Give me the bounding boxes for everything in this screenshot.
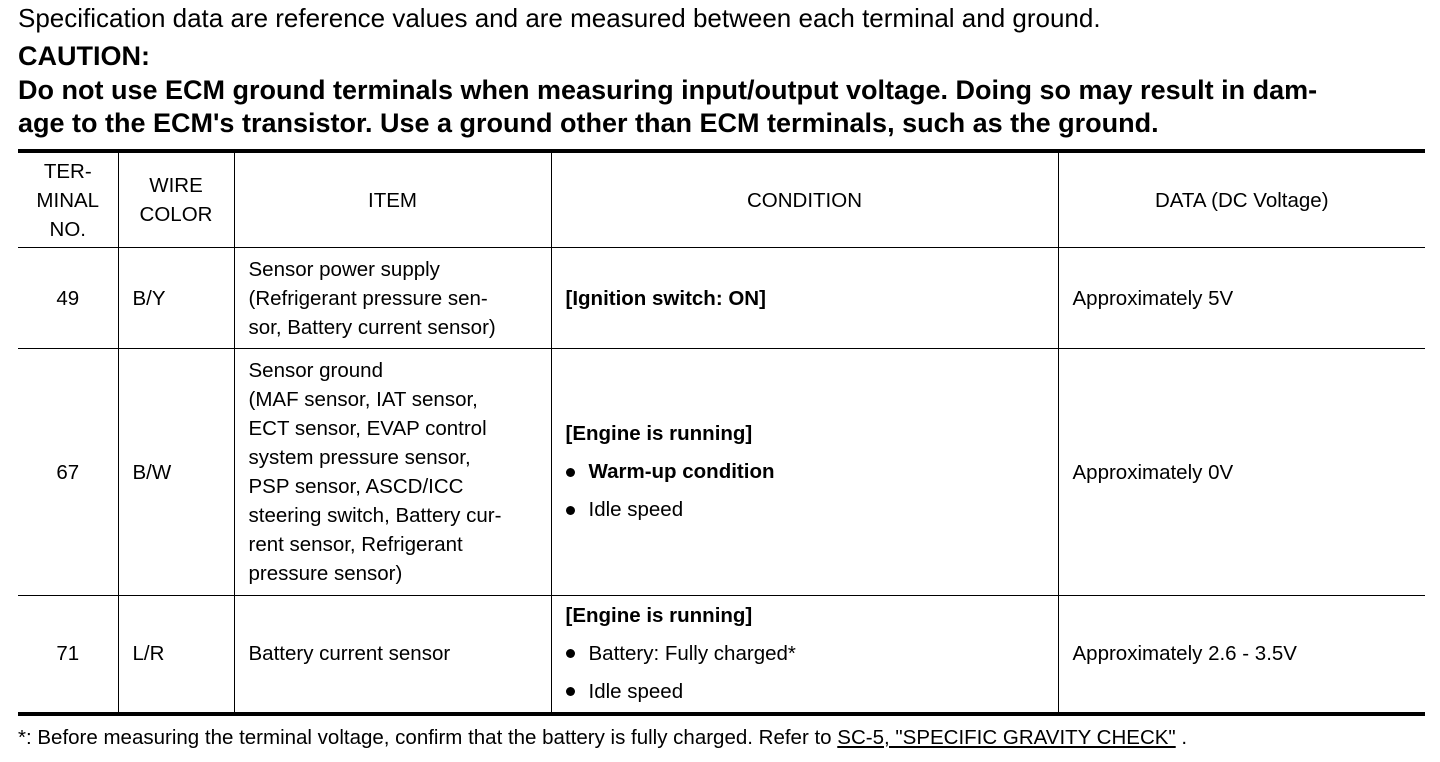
table-row <box>18 596 1425 714</box>
table-row <box>18 349 1425 596</box>
item-cell: Sensor power supply (Refrigerant pressure sen- sor, Battery current sensor) <box>234 248 551 349</box>
terminal-no-cell: 67 <box>18 349 118 596</box>
condition-bullet: Idle speed <box>566 491 1044 529</box>
caution-title: CAUTION: <box>18 41 150 71</box>
footnote-text: *: Before measuring the terminal voltage, confirm that the battery is fully charged. Refer to <box>18 726 838 749</box>
data-cell: Approximately 0V <box>1058 349 1425 596</box>
terminal-no-cell: 71 <box>18 596 118 714</box>
header-item: ITEM <box>234 151 551 248</box>
condition-cell <box>551 596 1058 714</box>
specific-gravity-check-link[interactable]: SC-5, "SPECIFIC GRAVITY CHECK" <box>837 726 1176 749</box>
condition-heading: [Engine is running] <box>565 603 753 627</box>
condition-heading: [Engine is running] <box>565 422 753 445</box>
condition-cell <box>551 248 1058 349</box>
caution-line-2: age to the ECM's transistor. Use a ground other than ECM terminals, such as the ground. <box>18 108 1159 138</box>
bullet-icon <box>566 649 575 658</box>
terminal-spec-table <box>18 149 1425 716</box>
terminal-no-cell: 49 <box>18 248 118 349</box>
data-cell: Approximately 5V <box>1058 248 1425 349</box>
condition-bullet: Warm-up condition <box>566 453 1044 491</box>
condition-bullet: Battery: Fully charged* <box>566 635 1044 673</box>
wire-color-cell: B/W <box>118 349 234 596</box>
header-data: DATA (DC Voltage) <box>1058 151 1425 248</box>
condition-cell <box>551 349 1058 596</box>
header-condition: CONDITION <box>551 151 1058 248</box>
caution-line-1: Do not use ECM ground terminals when measuring input/output voltage. Doing so may result in dam- <box>18 75 1318 105</box>
condition-bullet: Idle speed <box>566 673 1044 711</box>
item-cell: Battery current sensor <box>234 596 551 714</box>
header-wire-color: WIRE COLOR <box>118 151 234 248</box>
wire-color-cell: L/R <box>118 596 234 714</box>
footnote-end: . <box>1175 726 1188 749</box>
header-terminal-no: TER- MINAL NO. <box>18 151 118 248</box>
intro-text: Specification data are reference values and are measured between each terminal and ground. <box>18 3 1101 33</box>
item-cell: Sensor ground (MAF sensor, IAT sensor, ECT sensor, EVAP control system pressure sensor, PSP sensor, ASCD/ICC steering switch, Battery cur- rent sensor, Refrigerant pressure sensor) <box>234 349 551 596</box>
caution-text <box>18 74 1428 140</box>
data-cell: Approximately 2.6 - 3.5V <box>1058 596 1425 714</box>
footnote <box>18 724 1187 752</box>
condition-heading: [Ignition switch: ON] <box>565 286 766 310</box>
bullet-icon <box>566 506 575 515</box>
table-header-row <box>18 151 1425 248</box>
table-row <box>18 248 1425 349</box>
wire-color-cell: B/Y <box>118 248 234 349</box>
bullet-icon <box>566 687 575 696</box>
bullet-icon <box>566 468 575 477</box>
